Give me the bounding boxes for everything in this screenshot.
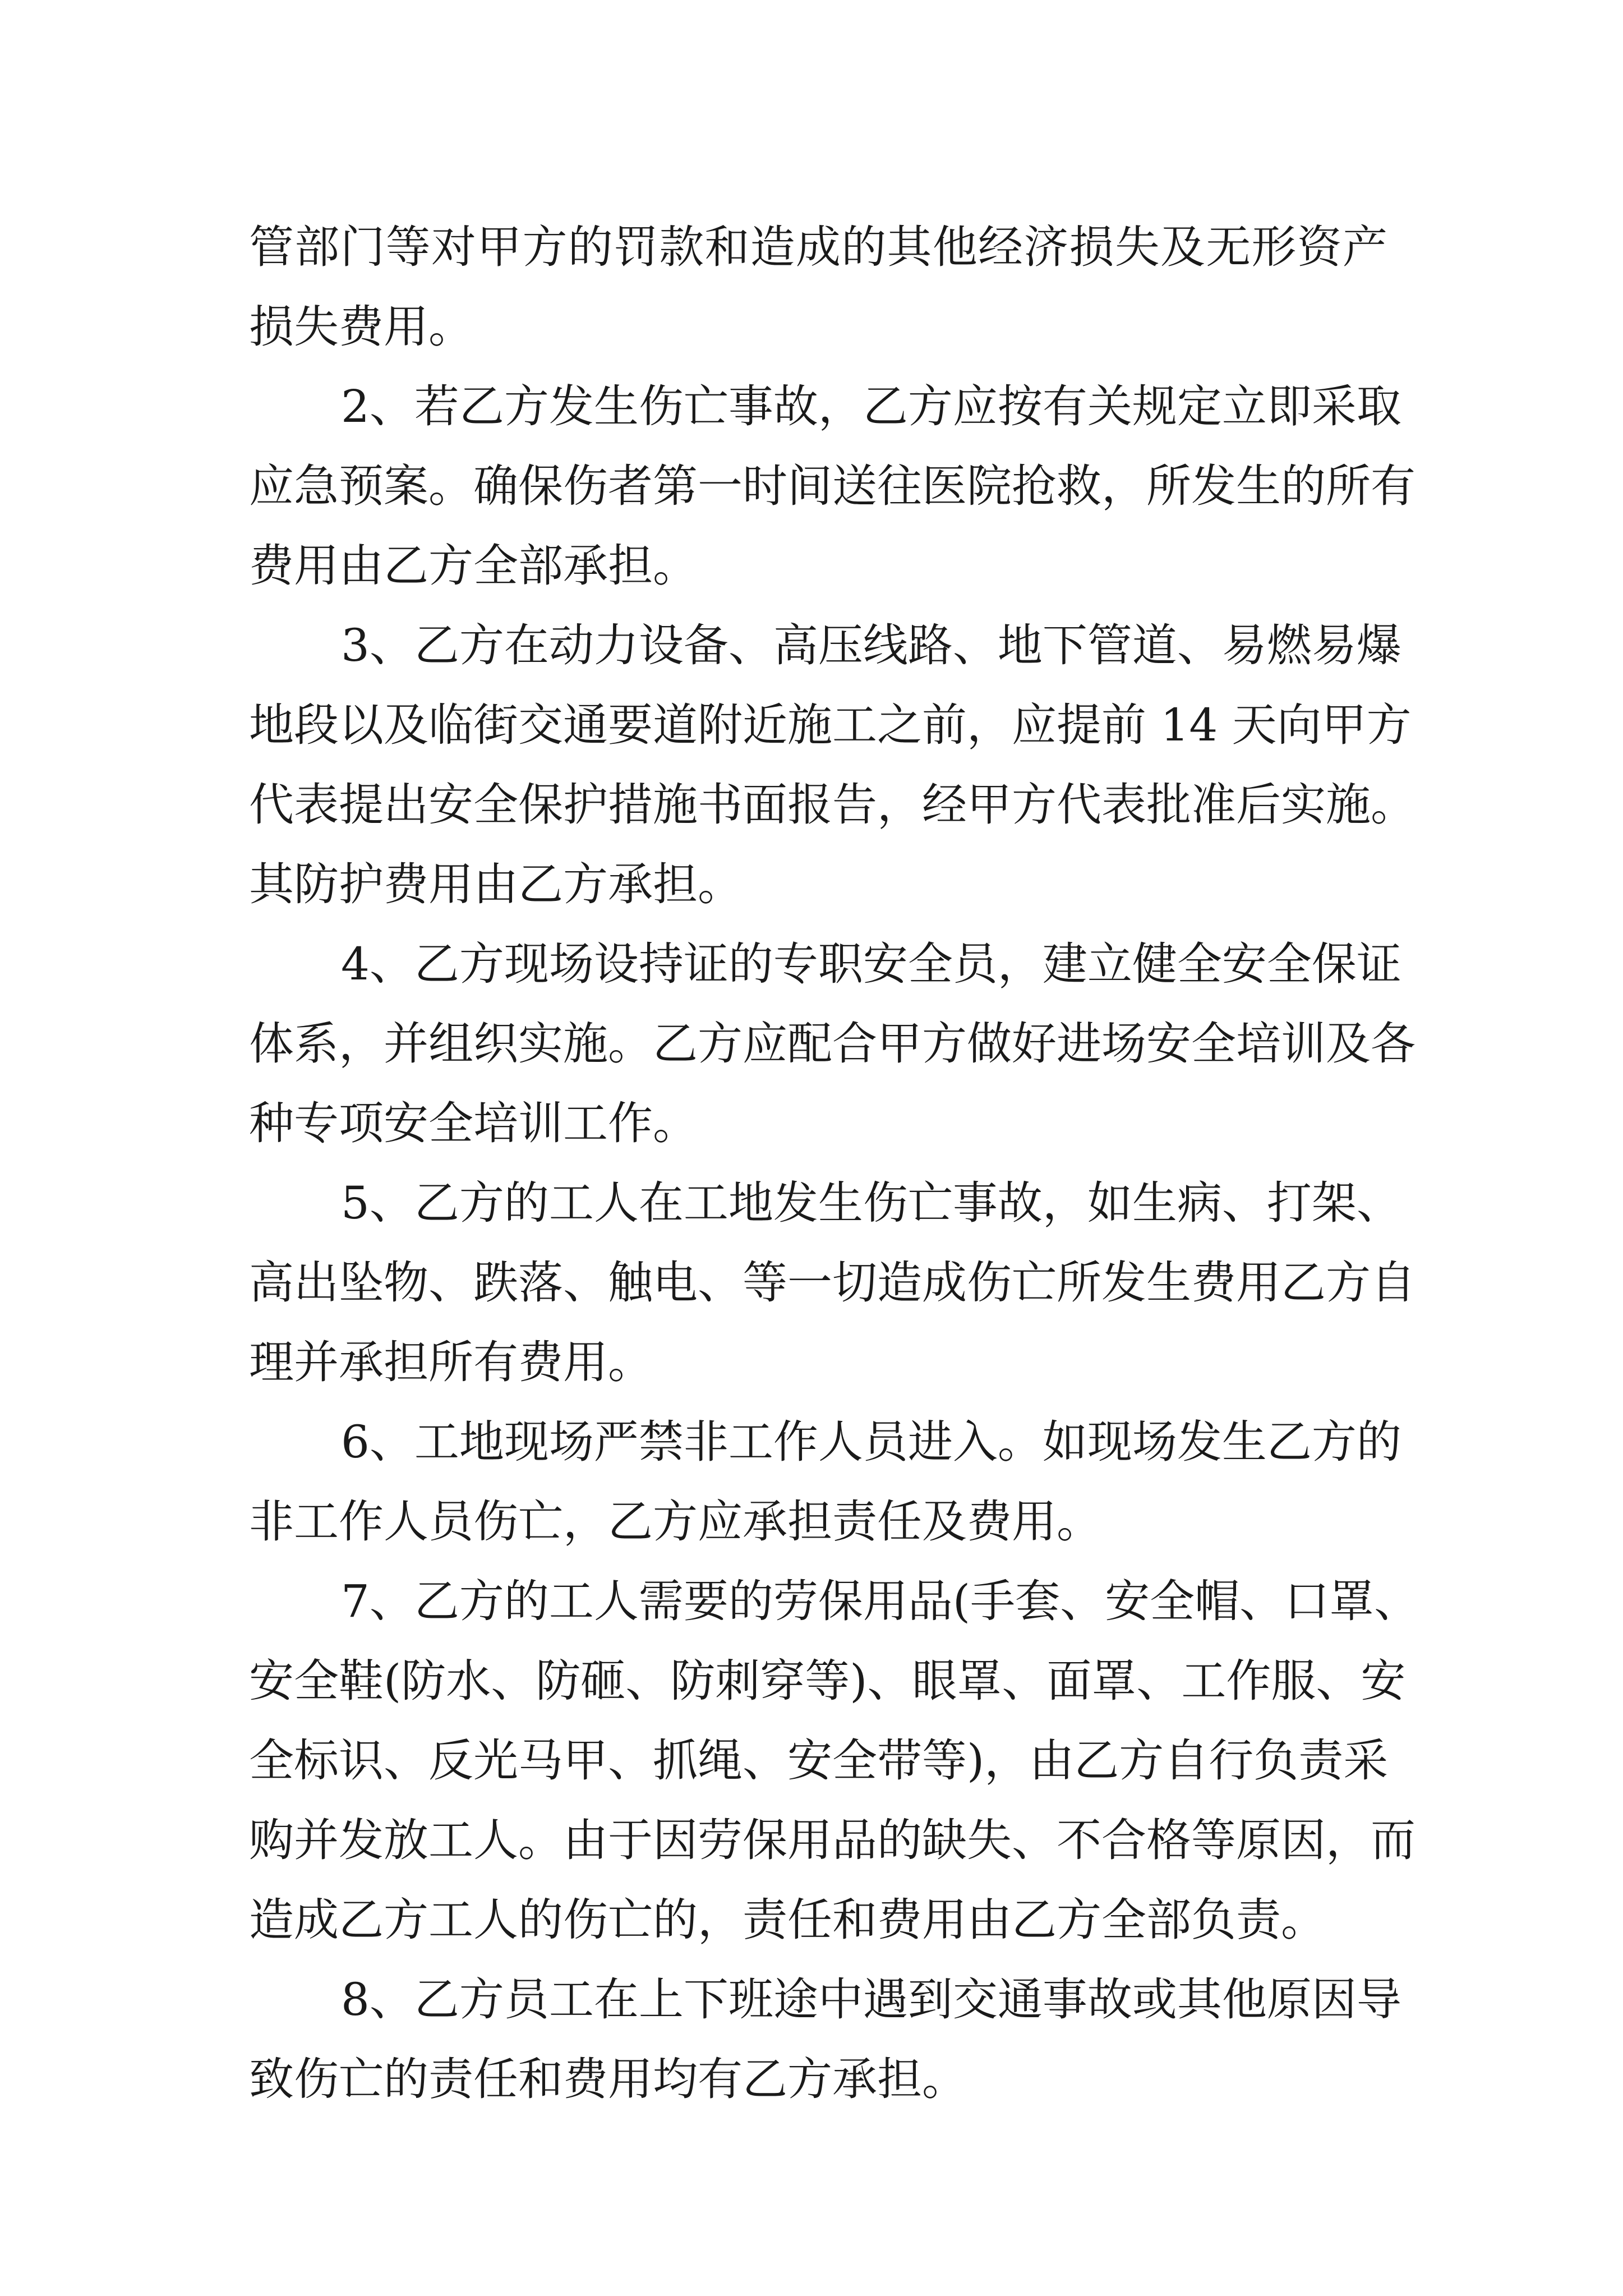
text-line: 其防护费用由乙方承担。 [249,858,743,910]
clause-3-start: 3、乙方在动力设备、高压线路、地下管道、易燃易爆 [341,619,1401,671]
text-line: 致伤亡的责任和费用均有乙方承担。 [249,2053,967,2105]
text-line: 全标识、反光马甲、抓绳、安全带等)，由乙方自行负责采 [249,1734,1389,1787]
text-line: 购并发放工人。由于因劳保用品的缺失、不合格等原因，而 [249,1814,1415,1866]
text-line: 应急预案。确保伤者第一时间送往医院抢救，所发生的所有 [249,460,1415,512]
text-line: 管部门等对甲方的罚款和造成的其他经济损失及无形资产 [249,221,1387,273]
document-body [249,208,1419,2119]
text-line: 非工作人员伤亡，乙方应承担责任及费用。 [249,1496,1101,1548]
clause-8-start: 8、乙方员工在上下班途中遇到交通事故或其他原因导 [341,1973,1401,2026]
text-line: 地段以及临街交通要道附近施工之前，应提前 14 天向甲方 [249,699,1412,751]
text-line: 体系，并组织实施。乙方应配合甲方做好进场安全培训及各 [249,1018,1415,1070]
text-line: 费用由乙方全部承担。 [249,540,698,592]
clause-7-start: 7、乙方的工人需要的劳保用品(手套、安全帽、口罩、 [341,1575,1419,1627]
text-line: 高出坠物、跌落、触电、等一切造成伤亡所发生费用乙方自 [249,1257,1415,1309]
clause-5-start: 5、乙方的工人在工地发生伤亡事故，如生病、打架、 [341,1177,1401,1229]
text-line: 造成乙方工人的伤亡的，责任和费用由乙方全部负责。 [249,1894,1326,1946]
clause-6-start: 6、工地现场严禁非工作人员进入。如现场发生乙方的 [341,1416,1401,1468]
clause-4-start: 4、乙方现场设持证的专职安全员，建立健全安全保证 [341,938,1401,990]
text-line: 损失费用。 [249,301,473,353]
text-line: 理并承担所有费用。 [249,1336,653,1388]
text-line: 安全鞋(防水、防砸、防刺穿等)、眼罩、面罩、工作服、安 [249,1655,1406,1707]
text-line: 种专项安全培训工作。 [249,1097,698,1149]
text-line: 代表提出安全保护措施书面报告，经甲方代表批准后实施。 [249,779,1415,831]
clause-2-start: 2、若乙方发生伤亡事故，乙方应按有关规定立即采取 [341,380,1401,432]
